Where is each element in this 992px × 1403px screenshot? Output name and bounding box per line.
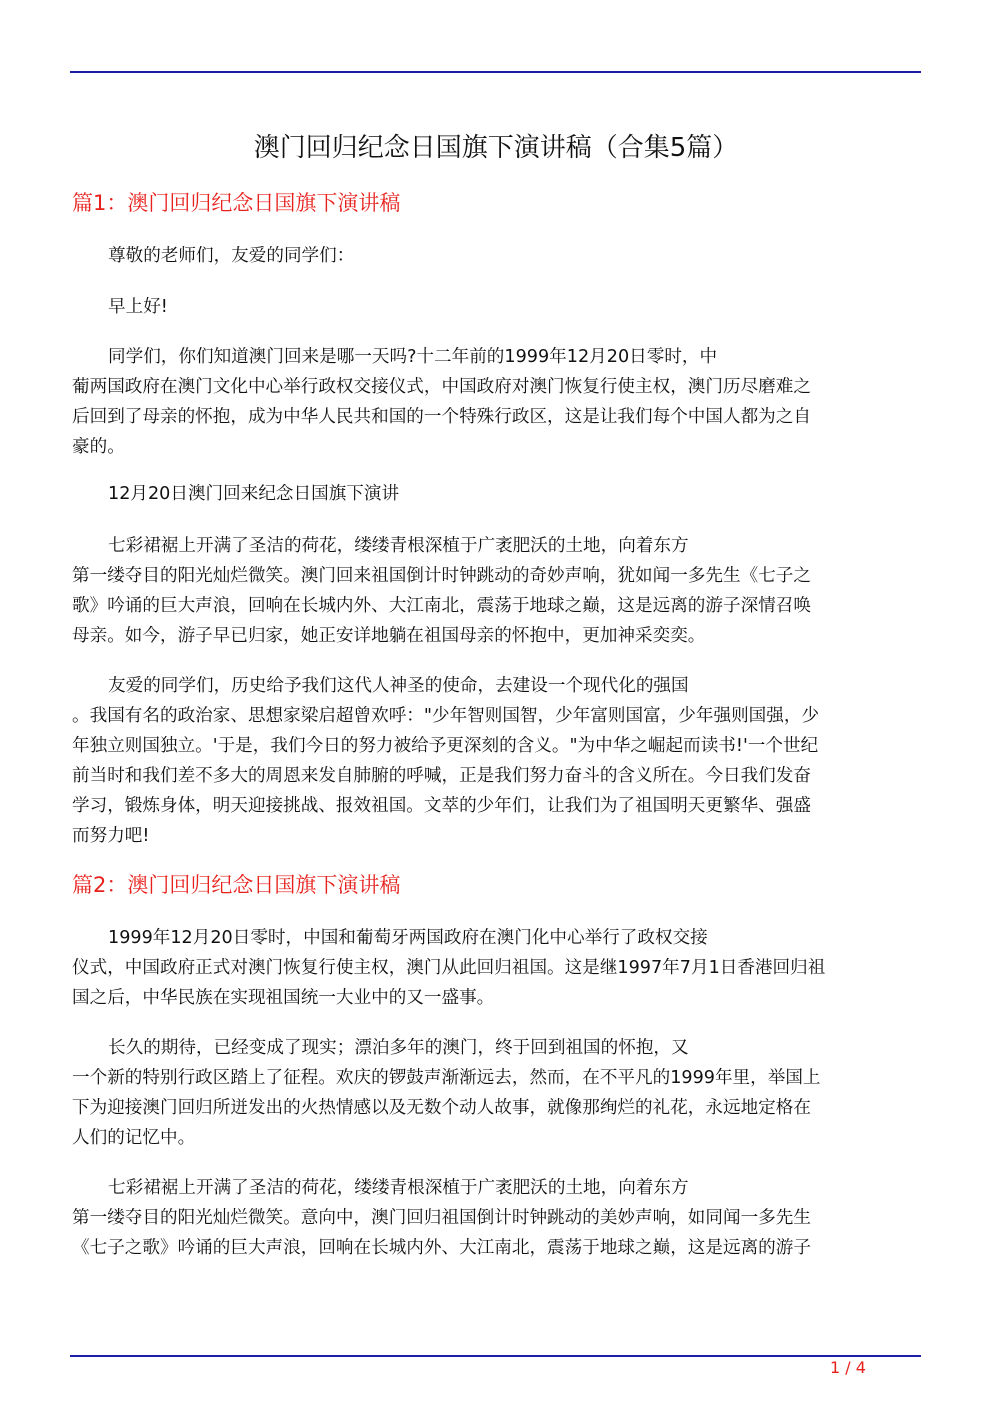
paragraph-line: 尊敬的老师们，友爱的同学们： bbox=[108, 246, 355, 266]
paragraph-line: 早上好! bbox=[108, 297, 168, 317]
paragraph bbox=[72, 1173, 912, 1263]
paragraph-line: 第一缕夺目的阳光灿烂微笑。意向中，澳门回归祖国倒计时钟跳动的美妙声响，如同闻一多先生 bbox=[72, 1208, 811, 1228]
footer-rule bbox=[70, 1355, 921, 1357]
paragraph bbox=[72, 479, 912, 509]
paragraph bbox=[72, 342, 912, 462]
paragraph bbox=[72, 531, 912, 651]
paragraph-line: 前当时和我们差不多大的周恩来发自肺腑的呼喊，正是我们努力奋斗的含义所在。今日我们发奋 bbox=[72, 766, 811, 786]
section-heading: 篇2：澳门回归纪念日国旗下演讲稿 bbox=[72, 873, 401, 897]
paragraph-line: 歌》吟诵的巨大声浪，回响在长城内外、大江南北，震荡于地球之巅，这是远离的游子深情召唤 bbox=[72, 596, 811, 616]
paragraph-line: 同学们，你们知道澳门回来是哪一天吗?十二年前的1999年12月20日零时，中 bbox=[108, 347, 718, 367]
paragraph-line: 国之后，中华民族在实现祖国统一大业中的又一盛事。 bbox=[72, 988, 495, 1008]
page-number: 1 / 4 bbox=[830, 1358, 866, 1377]
paragraph-line: 学习，锻炼身体，明天迎接挑战、报效祖国。文萃的少年们，让我们为了祖国明天更繁华、强盛 bbox=[72, 796, 811, 816]
paragraph-line: 七彩裙裾上开满了圣洁的荷花，缕缕青根深植于广袤肥沃的土地，向着东方 bbox=[108, 1178, 689, 1198]
paragraph bbox=[72, 671, 912, 851]
paragraph-line: 而努力吧! bbox=[72, 826, 150, 846]
paragraph-line: 第一缕夺目的阳光灿烂微笑。澳门回来祖国倒计时钟跳动的奇妙声响，犹如闻一多先生《七子之 bbox=[72, 566, 811, 586]
paragraph-line: 友爱的同学们，历史给予我们这代人神圣的使命，去建设一个现代化的强国 bbox=[108, 676, 689, 696]
section-heading: 篇1：澳门回归纪念日国旗下演讲稿 bbox=[72, 191, 401, 215]
document-title: 澳门回归纪念日国旗下演讲稿（合集5篇） bbox=[253, 133, 739, 163]
paragraph-line: 七彩裙裾上开满了圣洁的荷花，缕缕青根深植于广袤肥沃的土地，向着东方 bbox=[108, 536, 689, 556]
paragraph-line: 1999年12月20日零时，中国和葡萄牙两国政府在澳门化中心举行了政权交接 bbox=[108, 928, 708, 948]
paragraph-line: 下为迎接澳门回归所迸发出的火热情感以及无数个动人故事，就像那绚烂的礼花，永远地定格在 bbox=[72, 1098, 811, 1118]
paragraph-line: 一个新的特别行政区踏上了征程。欢庆的锣鼓声渐渐远去，然而，在不平凡的1999年里，举国上 bbox=[72, 1068, 821, 1088]
header-rule bbox=[70, 71, 921, 73]
paragraph-line: 仪式，中国政府正式对澳门恢复行使主权，澳门从此回归祖国。这是继1997年7月1日香港回归祖 bbox=[72, 958, 826, 978]
paragraph bbox=[72, 1033, 912, 1153]
paragraph-line: 豪的。 bbox=[72, 437, 125, 457]
paragraph bbox=[72, 923, 912, 1013]
paragraph-line: 母亲。如今，游子早已归家，她正安详地躺在祖国母亲的怀抱中，更加神采奕奕。 bbox=[72, 626, 706, 646]
paragraph-line: 《七子之歌》吟诵的巨大声浪，回响在长城内外、大江南北，震荡于地球之巅，这是远离的游子 bbox=[72, 1238, 811, 1258]
paragraph-line: 人们的记忆中。 bbox=[72, 1128, 196, 1148]
paragraph-line: 长久的期待，已经变成了现实；漂泊多年的澳门，终于回到祖国的怀抱，又 bbox=[108, 1038, 689, 1058]
paragraph-line: 葡两国政府在澳门文化中心举行政权交接仪式，中国政府对澳门恢复行使主权，澳门历尽磨难之 bbox=[72, 377, 811, 397]
paragraph-line: 后回到了母亲的怀抱，成为中华人民共和国的一个特殊行政区，这是让我们每个中国人都为之自 bbox=[72, 407, 811, 427]
paragraph-line: 12月20日澳门回来纪念日国旗下演讲 bbox=[108, 484, 400, 504]
paragraph bbox=[72, 292, 912, 322]
paragraph bbox=[72, 241, 912, 271]
paragraph-line: 年独立则国独立。'于是，我们今日的努力被给予更深刻的含义。"为中华之崛起而读书!'一个世纪 bbox=[72, 736, 819, 756]
paragraph-line: 。我国有名的政治家、思想家梁启超曾欢呼："少年智则国智，少年富则国富，少年强则国强，少 bbox=[72, 706, 820, 726]
